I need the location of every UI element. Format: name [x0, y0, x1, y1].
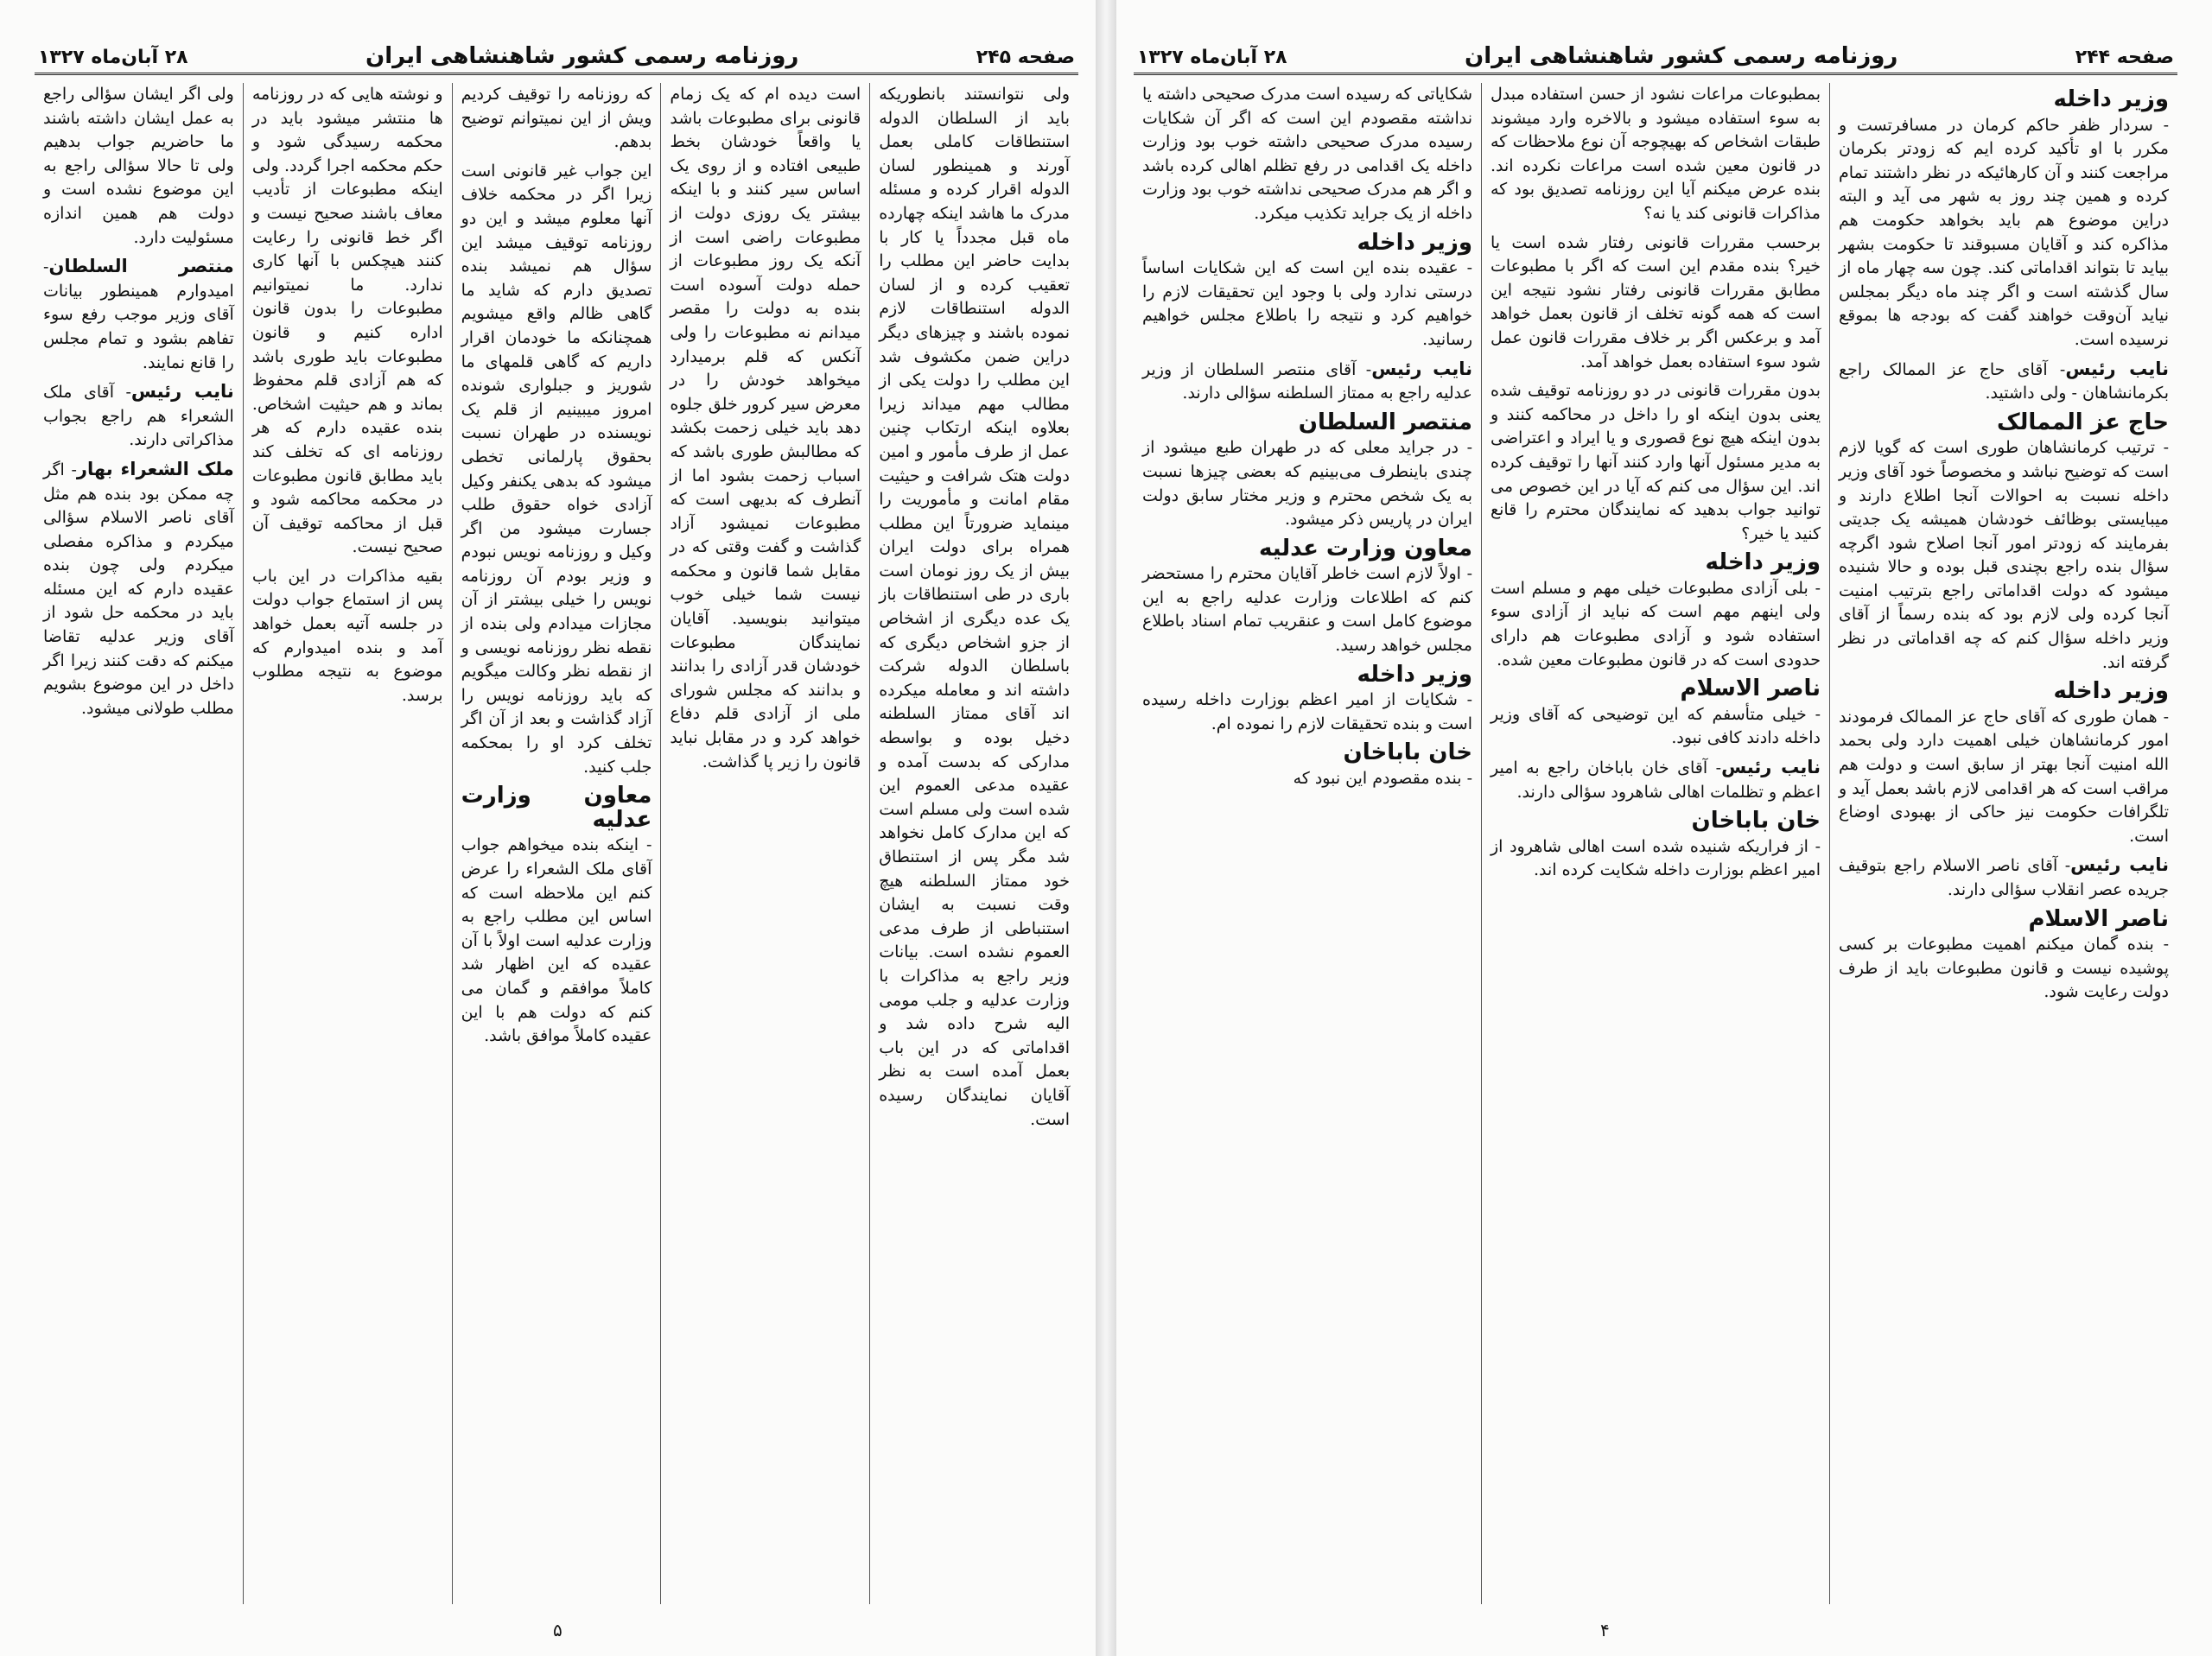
speaker-heading: منتصر السلطان — [1298, 409, 1472, 435]
article-paragraph — [461, 834, 652, 1048]
article-text: است دیده ام که یک زمام قانونی برای مطبوعات باشد یا واقعاً خودشان بخط طبیعی افتاده و از روی یک اساس سیر کنند و با اینکه بیشتر یک روزی دولت از مطبوعات راضی است از آنکه یک روز مطبوعات از حمله دولت آسوده است بنده به دولت را مقصر میدانم نه مطبوعات را ولی آنکس که قلم برمیدارد میخواهد خودش را در معرض سیر کرور خلق جلوه دهد باید خیلی زحمت بکشد که مطالبش طوری باشد که اسباب زحمت بشود اما از آنطرف که بدیهی است که مطبوعات نمیشود آزاد گذاشت و گفت وقتی که در مقابل شما قانون و محکمه نیست شما خیلی خوب میتوانید بنویسید. آقایان نمایندگان مطبوعات خودشان قدر آزادی را بدانند و بدانند که مجلس شورای ملی از آزادی قلم دفاع خواهد کرد و در مقابل نباید قانون را زیر پا گذاشت. — [670, 85, 861, 771]
speaker-heading: خان باباخان — [1691, 808, 1821, 834]
left-page-header — [35, 43, 1078, 75]
article-paragraph — [1491, 232, 1821, 375]
right-page-header — [1134, 43, 2177, 75]
article-text: - آقای خان باباخان راجع به امیر اعظم و تظلمات اهالی شاهرود سؤالی دارند. — [1491, 758, 1821, 802]
article-text: - اینکه بنده میخواهم جواب آقای ملک الشعراء را عرض کنم این ملاحظه است که اساس این مطلب راجع به وزارت عدلیه است اولاً با آن عقیده که این اظهار شد کاملاً موافقم و گمان می کنم که دولت هم با این عقیده کاملاً موافق باشد. — [461, 835, 652, 1046]
article-text: برحسب مقررات قانونی رفتار شده است یا خیر؟ بنده مقدم این است که اگر با مطبوعات مطابق مقررات قانونی رفتار نشود نتیجه این است که همه گونه تخلف از قانون بعمل خواهد آمد و برعکس اگر بر خلاف مقررات قانون عمل شود سوء استفاده بعمل خواهد آمد. — [1491, 232, 1821, 371]
left-columns — [35, 83, 1078, 1604]
article-paragraph — [1491, 835, 1821, 883]
left-page-column — [452, 83, 661, 1604]
article-paragraph — [1491, 379, 1821, 546]
article-text: بدون مقررات قانونی در دو روزنامه توقیف شده یعنی بدون اینکه او را داخل در محاکمه کنند و بدون اینکه هیچ نوع قصوری و یا ایراد و اعتراضی به مدیر مسئول آنها وارد کنند آنها را توقیف کرده اند. این سؤال می کنم که آیا در این خصوص می توانید جواب بدهید که نمایندگان محترم را قانع کنید یا خیر؟ — [1491, 381, 1821, 543]
article-paragraph — [670, 83, 861, 774]
article-paragraph — [1839, 114, 2169, 352]
article-text: - بنده گمان میکنم اهمیت مطبوعات بر کسی پوشیده نیست و قانون مطبوعات باید از طرف دولت رعایت شود. — [1839, 935, 2169, 1002]
article-text: بمطبوعات مراعات نشود از حسن استفاده مبدل به سوء استفاده میشود و بالاخره وارد میشوند طبقات اشخاص که بهیچوجه آن نوع ملاحظات که در قانون معین شده است مراعات نکرده اند. بنده عرض میکنم آیا این روزنامه تصدیق بود که مذاکرات قانونی کند یا نه؟ — [1491, 85, 1821, 223]
article-text: - ترتیب کرمانشاهان طوری است که گویا لازم است که توضیح نباشد و مخصوصاً خود آقای وزیر داخله نسبت به احوالات آنجا اطلاع دارند و میبایستی بوظائف خودشان همیشه یک جدیتی بفرمایند که زودتر امور آنجا اصلاح شود اگرچه سؤال بنده راجع بچندی قبل بوده و حالا شنیده میشود که دولت اقداماتی راجع بترتیب امنیت آنجا کرده ولی لازم بود که بنده رسماً از آقای وزیر داخله سؤال کنم که چه اقداماتی در نظر گرفته اند. — [1839, 438, 2169, 672]
right-header-page: صفحه ۲۴۴ — [2075, 47, 2174, 68]
article-text: - در جراید معلی که در طهران طبع میشود از چندی باینطرف می‌بینیم که بعضی چیزها نسبت به یک شخص محترم و وزیر مختار سابق دولت ایران در پاریس ذکر میشود. — [1142, 438, 1472, 530]
right-header-date: ۲۸ آبان‌ماه ۱۳۲۷ — [1137, 47, 1287, 68]
left-page — [0, 0, 1096, 1656]
left-page-number: ۵ — [553, 1620, 563, 1640]
article-text: - آقای حاج عز الممالک راجع بکرمانشاهان - ولی داشتید. — [1839, 359, 2169, 403]
article-paragraph — [43, 83, 234, 250]
article-paragraph — [1142, 358, 1472, 406]
speaker-heading: وزیر داخله — [1357, 229, 1472, 256]
right-header-title: روزنامه رسمی کشور شاهنشاهی ایران — [1465, 43, 1898, 69]
article-paragraph — [461, 83, 652, 155]
page-gutter — [1096, 0, 1116, 1656]
article-paragraph — [1142, 436, 1472, 531]
speaker-heading: خان باباخان — [1343, 739, 1472, 766]
speaker-heading: وزیر داخله — [2053, 678, 2169, 705]
speaker-heading: ناصر الاسلام — [1680, 676, 1821, 702]
article-text: - بلی آزادی مطبوعات خیلی مهم و مسلم است ولی اینهم مهم است که نباید از آزادی سوء استفاده شود و آزادی مطبوعات هم دارای حدودی است که در قانون مطبوعات معین شده. — [1491, 578, 1821, 669]
article-paragraph — [43, 380, 234, 453]
article-text: - همان طوری که آقای حاج عز الممالک فرمودند امور کرمانشاهان خیلی اهمیت دارد ولی بحمد الله امنیت آنجا بهتر از سابق است و دولت هم مراقب است که هر اقدامی لازم باشد بعمل آید و تلگرافات حکومت نیز حاکی از بهبودی اوضاع است. — [1839, 707, 2169, 846]
left-page-column — [35, 83, 243, 1604]
article-text: - آقای ملک الشعراء هم راجع بجواب مذاکراتی دارند. — [43, 383, 234, 450]
right-page — [1116, 0, 2212, 1656]
speaker-name: نایب رئیس — [1721, 757, 1821, 778]
speaker-name: نایب رئیس — [2065, 358, 2169, 379]
speaker-name: نایب رئیس — [1371, 358, 1472, 379]
left-header-date: ۲۸ آبان‌ماه ۱۳۲۷ — [38, 47, 188, 68]
left-page-column — [869, 83, 1078, 1604]
right-page-column — [1134, 83, 1481, 1604]
article-text: - اولاً لازم است خاطر آقایان محترم را مستحضر کنم که اطلاعات وزارت عدلیه راجع به این موضوع کامل است و عنقریب تمام اسناد باطلاع مجلس خواهد رسید. — [1142, 564, 1472, 656]
speaker-heading: وزیر داخله — [2053, 86, 2169, 112]
right-columns — [1134, 83, 2177, 1604]
article-paragraph — [1491, 756, 1821, 804]
speaker-name: نایب رئیس — [130, 381, 234, 403]
article-text: - از فراریکه شنیده شده است اهالی شاهرود از امیر اعظم بوزارت داخله شکایت کرده اند. — [1491, 836, 1821, 880]
left-page-column — [243, 83, 452, 1604]
article-text: این جواب غیر قانونی است زیرا اگر در محکمه خلاف آنها معلوم میشد و این دو روزنامه توقیف میشد این سؤال هم نمیشد بنده تصدیق دارم که شاید ما گاهی ظالم واقع میشویم همچنانکه ما خودمان اقرار داریم که گاهی قلمهای ما شوریز و جبلواری شونده امروز میبینیم از قلم یک نویسنده در طهران نسبت بحقوق پارلمانی تخطی میشود که بدهی یکنفر وکیل آزادی خواه حقوق طلب جسارت میشود من اگر وکیل و روزنامه نویس نبودم و وزیر بودم آن روزنامه نویس را خیلی بیشتر از آن مجازات میدادم ولی بنده از نقطه نظر روزنامه نویسی و از نقطه نظر وکالت میگویم که باید روزنامه نویس را آزاد گذاشت و بعد از آن اگر تخلف کرد او را بمحکمه جلب کنید. — [461, 161, 652, 777]
speaker-heading: وزیر داخله — [1705, 549, 1821, 576]
article-text: - شکایات از امیر اعظم بوزارت داخله رسیده است و بنده تحقیقات لازم را نموده ام. — [1142, 690, 1472, 733]
speaker-heading: ناصر الاسلام — [2028, 905, 2169, 932]
article-text: - آقای منتصر السلطان از وزیر عدلیه راجع به ممتاز السلطنه سؤالی دارند. — [1142, 359, 1472, 403]
article-text: - امیدوارم همینطور بیانات آقای وزیر موجب رفع سوء تفاهم بشود و تمام مجلس را قانع نمایند. — [43, 257, 234, 372]
article-paragraph — [1839, 358, 2169, 406]
article-paragraph — [1142, 257, 1472, 352]
left-header-title: روزنامه رسمی کشور شاهنشاهی ایران — [365, 43, 799, 69]
article-paragraph — [43, 458, 234, 721]
speaker-name: نایب رئیس — [2070, 854, 2169, 876]
article-paragraph — [1142, 562, 1472, 657]
article-paragraph — [1839, 706, 2169, 849]
speaker-heading: معاون وزارت عدلیه — [1258, 535, 1472, 562]
article-text: ولی نتوانستند بانطوریکه باید از السلطان الدوله استنطاقات کاملی بعمل آورند و همینطور لسان الدوله اقرار کرده و مسئله مدرک ما هاشد اینکه چهارده ماه قبل مجدداً یا کار با بدایت حاضر این مطلب را تعقیب کرده و از لسان الدوله استنطاقات لازم نموده باشند و چیزهای دیگر دراین ضمن مکشوف شد این مطلب را دولت یکی از مطالب مهم میداند زیرا بعلاوه اینکه ارتکاب چنین عمل از طرف مأمور و امین دولت هتک شرافت و حیثیت مقام امانت و مأموریت را مینماید ضرورتاً این مطلب همراه برای دولت ایران بیش از یک روز نومان است باری در طی استنطاقات باز یک عده دیگری از اشخاص از جزو اشخاص دیگری که باسلطان الدوله شرکت داشته اند و معامله میکرده اند آقای ممتاز السلطنه دخیل بوده و بواسطه مدارکی که بدست آمده و عقیده مدعی العموم این شده است ولی مسلم است که این مدارک کامل نخواهد شد مگر پس از استنطاق خود ممتاز السلطنه هیچ وقت نسبت به ایشان استنباطی از طرف مدعی العموم نشده است. بیانات وزیر راجع به مذاکرات با وزارت عدلیه و جلب مومی الیه شرح داده شد و اقداماتی که در این باب بعمل آمده است به نظر آقایان نمایندگان رسیده است. — [879, 85, 1070, 1129]
right-page-column — [1481, 83, 1829, 1604]
speaker-heading: وزیر داخله — [1357, 661, 1472, 688]
article-text: - اگر چه ممکن بود بنده هم مثل آقای ناصر الاسلام سؤالی میکردم و مذاکره مفصلی میکردم ولی چون بنده عقیده دارم که این مسئله باید در محکمه حل شود از آقای وزیر عدلیه تقاضا میکنم که دقت کنند زیرا اگر داخل در این موضوع بشویم مطلب طولانی میشود. — [43, 460, 234, 718]
article-paragraph — [1491, 83, 1821, 226]
right-page-column — [1829, 83, 2177, 1604]
article-text: - بنده مقصودم این نبود که — [1293, 769, 1472, 789]
article-text: و نوشته هایی که در روزنامه ها منتشر میشود باید در محکمه رسیدگی شود و حکم محکمه اجرا گردد. ولی اینکه مطبوعات از تأدیب معاف باشند صحیح نیست و اگر خط قانونی را رعایت کنند هیچکس با آنها کاری ندارد. ما نمیتوانیم مطبوعات را بدون قانون اداره کنیم و قانون مطبوعات باید طوری باشد که هم آزادی قلم محفوظ بماند و هم حیثیت اشخاص. بنده عقیده دارم که هر روزنامه ای که تخلف کند باید مطابق قانون مطبوعات در محکمه محاکمه شود و قبل از محاکمه توقیف آن صحیح نیست. — [251, 85, 443, 557]
article-text: ولی اگر ایشان سؤالی راجع به عمل ایشان داشته باشند ما حاضریم جواب بدهیم ولی تا حالا سؤالی راجع به این موضوع نشده است و دولت هم همین اندازه مسئولیت دارد. — [43, 85, 234, 247]
article-paragraph — [1491, 577, 1821, 672]
article-text: - عقیده بنده این است که این شکایات اساساً درستی ندارد ولی با وجود این تحقیقات لازم را خواهیم کرد و نتیجه را باطلاع مجلس خواهیم رسانید. — [1142, 258, 1472, 349]
article-text: شکایاتی که رسیده است مدرک صحیحی داشته یا نداشته مقصودم این است که اگر آن شکایات رسیده مدرک صحیحی داشته خوب بود وزارت داخله یک اقدامی در رفع تظلم اهالی کرده باشد و اگر هم مدرک صحیحی نداشته خوب بود وزارت داخله از یک جراید تکذیب میکرد. — [1142, 85, 1472, 223]
speaker-name: منتصر السلطان — [48, 256, 234, 277]
right-page-number: ۴ — [1600, 1620, 1610, 1640]
article-paragraph — [1142, 767, 1472, 791]
article-text: بقیه مذاکرات در این باب پس از استماع جواب دولت در جلسه آتیه بعمل خواهد آمد و بنده امیدوارم که موضوع به نتیجه مطلوب برسد. — [251, 566, 443, 705]
article-paragraph — [1839, 853, 2169, 902]
article-paragraph — [1491, 703, 1821, 751]
article-paragraph — [252, 565, 443, 708]
article-text: - خیلی متأسفم که این توضیحی که آقای وزیر داخله دادند کافی نبود. — [1491, 704, 1821, 748]
article-paragraph — [252, 83, 443, 560]
speaker-heading: معاون وزارت عدلیه — [461, 783, 652, 833]
speaker-heading: حاج عز الممالک — [1997, 409, 2169, 435]
article-paragraph — [1839, 933, 2169, 1005]
article-paragraph — [879, 83, 1070, 1132]
left-header-page: صفحه ۲۴۵ — [976, 47, 1075, 68]
article-paragraph — [1142, 688, 1472, 736]
article-paragraph — [461, 160, 652, 779]
article-text: - سردار ظفر حاکم کرمان در مسافرتست و مکرر با او تأکید کرده ایم که زودتر بکرمان مراجعت کنند و آن کارهائیکه در نظر داشتند تمام کرده و همین چند روز به شهر می آید و البته دراین موضوع هم باید بخواهد حکومت هم مذاکره کند و آقایان مسبوقند تا حکومت بشهر بیاید تا بتواند اقداماتی کند. چون سه چهار ماه از سال گذشته است و اگر چند ماه دیگر بمجلس نیاید آن‌وقت خواهند گفت که بودجه ها بموقع نرسیده است. — [1839, 115, 2169, 349]
article-paragraph — [1142, 83, 1472, 226]
article-text: - آقای ناصر الاسلام راجع بتوقیف جریده عصر انقلاب سؤالی دارند. — [1839, 856, 2169, 899]
article-text: که روزنامه را توقیف کردیم ویش از این نمیتوانم توضیح بدهم. — [461, 85, 652, 152]
speaker-name: ملک الشعراء بهار — [76, 458, 234, 479]
article-paragraph — [1839, 436, 2169, 675]
left-page-column — [660, 83, 869, 1604]
article-paragraph — [43, 255, 234, 375]
